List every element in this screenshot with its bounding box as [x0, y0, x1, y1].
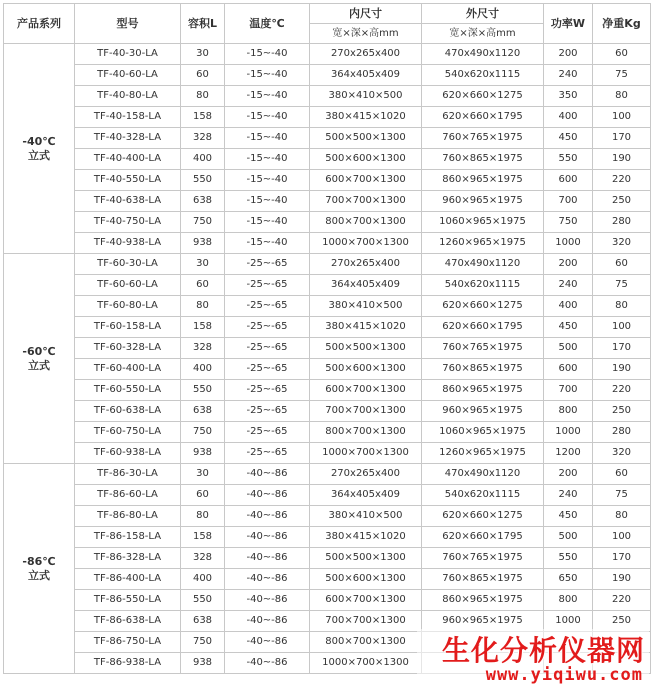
- power-cell: 200: [544, 464, 593, 485]
- volume-cell: 80: [181, 296, 225, 317]
- table-row: [4, 590, 651, 611]
- inner-size-cell: 500×600×1300: [310, 149, 422, 170]
- temperature-cell: -25~-65: [225, 422, 310, 443]
- power-cell: 400: [544, 296, 593, 317]
- volume-cell: 328: [181, 128, 225, 149]
- header-temperature: 温度℃: [225, 4, 310, 44]
- temperature-cell: -15~-40: [225, 86, 310, 107]
- temperature-cell: -25~-65: [225, 380, 310, 401]
- temperature-cell: -25~-65: [225, 317, 310, 338]
- temperature-cell: -15~-40: [225, 65, 310, 86]
- weight-cell: 60: [593, 254, 651, 275]
- model-cell: TF-40-638-LA: [75, 191, 181, 212]
- temperature-cell: -40~-86: [225, 653, 310, 674]
- model-cell: TF-86-30-LA: [75, 464, 181, 485]
- header-inner-size: 内尺寸: [310, 4, 422, 24]
- inner-size-cell: 600×700×1300: [310, 380, 422, 401]
- table-row: [4, 128, 651, 149]
- header-inner-dims: 宽×深×高mm: [310, 24, 422, 44]
- volume-cell: 750: [181, 422, 225, 443]
- volume-cell: 550: [181, 590, 225, 611]
- power-cell: 200: [544, 44, 593, 65]
- outer-size-cell: 540x620x1115: [422, 485, 544, 506]
- temperature-cell: -15~-40: [225, 44, 310, 65]
- outer-size-cell: 620×660×1795: [422, 107, 544, 128]
- temperature-cell: -40~-86: [225, 506, 310, 527]
- power-cell: 550: [544, 149, 593, 170]
- inner-size-cell: 364x405x409: [310, 65, 422, 86]
- series-type-label: 立式: [28, 148, 50, 162]
- volume-cell: 550: [181, 380, 225, 401]
- volume-cell: 30: [181, 254, 225, 275]
- outer-size-cell: 1260×965×1975: [422, 233, 544, 254]
- temperature-cell: -25~-65: [225, 275, 310, 296]
- volume-cell: 638: [181, 611, 225, 632]
- table-row: [4, 338, 651, 359]
- volume-cell: 80: [181, 86, 225, 107]
- power-cell: 700: [544, 380, 593, 401]
- volume-cell: 30: [181, 464, 225, 485]
- model-cell: TF-40-30-LA: [75, 44, 181, 65]
- power-cell: 600: [544, 359, 593, 380]
- power-cell: 240: [544, 275, 593, 296]
- series-temperature-label: -40℃: [22, 134, 56, 148]
- volume-cell: 938: [181, 653, 225, 674]
- inner-size-cell: 500×600×1300: [310, 359, 422, 380]
- table-row: [4, 44, 651, 65]
- volume-cell: 328: [181, 548, 225, 569]
- series-type-label: 立式: [28, 568, 50, 582]
- header-outer-dims: 宽×深×高mm: [422, 24, 544, 44]
- header-weight: 净重Kg: [593, 4, 651, 44]
- outer-size-cell: 860×965×1975: [422, 590, 544, 611]
- model-cell: TF-40-60-LA: [75, 65, 181, 86]
- table-row: [4, 443, 651, 464]
- inner-size-cell: 500×500×1300: [310, 338, 422, 359]
- outer-size-cell: 470x490x1120: [422, 464, 544, 485]
- weight-cell: 250: [593, 191, 651, 212]
- series-temperature-label: -86℃: [22, 554, 56, 568]
- table-row: [4, 233, 651, 254]
- weight-cell: 100: [593, 317, 651, 338]
- weight-cell: 170: [593, 338, 651, 359]
- weight-cell: 320: [593, 443, 651, 464]
- outer-size-cell: 760×865×1975: [422, 149, 544, 170]
- outer-size-cell: 860×965×1975: [422, 380, 544, 401]
- inner-size-cell: 500×500×1300: [310, 548, 422, 569]
- temperature-cell: -15~-40: [225, 170, 310, 191]
- volume-cell: 400: [181, 149, 225, 170]
- volume-cell: 328: [181, 338, 225, 359]
- model-cell: TF-60-328-LA: [75, 338, 181, 359]
- table-row: [4, 65, 651, 86]
- table-row: [4, 254, 651, 275]
- power-cell: 240: [544, 65, 593, 86]
- inner-size-cell: 800×700×1300: [310, 632, 422, 653]
- inner-size-cell: 1000×700×1300: [310, 443, 422, 464]
- table-row: [4, 422, 651, 443]
- model-cell: TF-86-938-LA: [75, 653, 181, 674]
- outer-size-cell: 540x620x1115: [422, 65, 544, 86]
- weight-cell: 170: [593, 128, 651, 149]
- model-cell: TF-60-158-LA: [75, 317, 181, 338]
- model-cell: TF-86-400-LA: [75, 569, 181, 590]
- weight-cell: 75: [593, 275, 651, 296]
- volume-cell: 750: [181, 212, 225, 233]
- weight-cell: 100: [593, 527, 651, 548]
- power-cell: 450: [544, 317, 593, 338]
- inner-size-cell: 380×415×1020: [310, 317, 422, 338]
- table-row: [4, 401, 651, 422]
- model-cell: TF-86-328-LA: [75, 548, 181, 569]
- volume-cell: 938: [181, 443, 225, 464]
- model-cell: TF-86-550-LA: [75, 590, 181, 611]
- weight-cell: 250: [593, 611, 651, 632]
- power-cell: 800: [544, 401, 593, 422]
- temperature-cell: -25~-65: [225, 338, 310, 359]
- power-cell: 1000: [544, 422, 593, 443]
- temperature-cell: -40~-86: [225, 527, 310, 548]
- outer-size-cell: 760×865×1975: [422, 359, 544, 380]
- weight-cell: 60: [593, 464, 651, 485]
- table-row: [4, 191, 651, 212]
- model-cell: TF-86-80-LA: [75, 506, 181, 527]
- inner-size-cell: 380×410×500: [310, 296, 422, 317]
- temperature-cell: -15~-40: [225, 191, 310, 212]
- weight-cell: 280: [593, 422, 651, 443]
- model-cell: TF-40-328-LA: [75, 128, 181, 149]
- temperature-cell: -40~-86: [225, 632, 310, 653]
- table-row: [4, 296, 651, 317]
- temperature-cell: -40~-86: [225, 590, 310, 611]
- table-row: [4, 506, 651, 527]
- temperature-cell: -15~-40: [225, 107, 310, 128]
- inner-size-cell: 1000×700×1300: [310, 653, 422, 674]
- power-cell: 350: [544, 86, 593, 107]
- model-cell: TF-40-80-LA: [75, 86, 181, 107]
- power-cell: 1200: [544, 443, 593, 464]
- temperature-cell: -25~-65: [225, 443, 310, 464]
- model-cell: TF-60-80-LA: [75, 296, 181, 317]
- model-cell: TF-40-750-LA: [75, 212, 181, 233]
- power-cell: 600: [544, 170, 593, 191]
- power-cell: 400: [544, 107, 593, 128]
- temperature-cell: -40~-86: [225, 611, 310, 632]
- inner-size-cell: 380×415×1020: [310, 107, 422, 128]
- inner-size-cell: 700×700×1300: [310, 611, 422, 632]
- volume-cell: 80: [181, 506, 225, 527]
- series-group-cell: [4, 464, 75, 674]
- series-type-label: 立式: [28, 358, 50, 372]
- inner-size-cell: 364x405x409: [310, 485, 422, 506]
- table-row: [4, 464, 651, 485]
- outer-size-cell: 760×865×1975: [422, 569, 544, 590]
- model-cell: TF-40-550-LA: [75, 170, 181, 191]
- model-cell: TF-40-158-LA: [75, 107, 181, 128]
- header-volume: 容积L: [181, 4, 225, 44]
- series-group-cell: [4, 254, 75, 464]
- outer-size-cell: 760×765×1975: [422, 548, 544, 569]
- table-row: [4, 212, 651, 233]
- power-cell: 800: [544, 590, 593, 611]
- weight-cell: 80: [593, 296, 651, 317]
- weight-cell: 220: [593, 170, 651, 191]
- table-row: [4, 275, 651, 296]
- inner-size-cell: 600×700×1300: [310, 170, 422, 191]
- model-cell: TF-40-938-LA: [75, 233, 181, 254]
- outer-size-cell: 960×965×1975: [422, 191, 544, 212]
- outer-size-cell: 620×660×1795: [422, 527, 544, 548]
- table-row: [4, 107, 651, 128]
- volume-cell: 60: [181, 65, 225, 86]
- outer-size-cell: 1060×965×1975: [422, 212, 544, 233]
- inner-size-cell: 270x265x400: [310, 464, 422, 485]
- volume-cell: 400: [181, 569, 225, 590]
- volume-cell: 60: [181, 275, 225, 296]
- model-cell: TF-60-60-LA: [75, 275, 181, 296]
- outer-size-cell: 620×660×1275: [422, 506, 544, 527]
- header-outer-size: 外尺寸: [422, 4, 544, 24]
- volume-cell: 158: [181, 527, 225, 548]
- temperature-cell: -15~-40: [225, 149, 310, 170]
- outer-size-cell: 1060×965×1975: [422, 422, 544, 443]
- power-cell: 450: [544, 506, 593, 527]
- outer-size-cell: 1260×965×1975: [422, 443, 544, 464]
- table-body: [4, 44, 651, 674]
- weight-cell: 100: [593, 107, 651, 128]
- outer-size-cell: 860×965×1975: [422, 170, 544, 191]
- outer-size-cell: 620×660×1275: [422, 296, 544, 317]
- spec-table: [3, 3, 651, 674]
- header-power: 功率W: [544, 4, 593, 44]
- power-cell: 650: [544, 569, 593, 590]
- temperature-cell: -15~-40: [225, 212, 310, 233]
- power-cell: 750: [544, 212, 593, 233]
- weight-cell: 75: [593, 65, 651, 86]
- table-row: [4, 359, 651, 380]
- power-cell: 500: [544, 527, 593, 548]
- weight-cell: 190: [593, 149, 651, 170]
- model-cell: TF-40-400-LA: [75, 149, 181, 170]
- outer-size-cell: 960×965×1975: [422, 611, 544, 632]
- watermark: [417, 629, 649, 687]
- series-group-cell: [4, 44, 75, 254]
- outer-size-cell: 470x490x1120: [422, 254, 544, 275]
- power-cell: 500: [544, 338, 593, 359]
- model-cell: TF-86-750-LA: [75, 632, 181, 653]
- volume-cell: 158: [181, 107, 225, 128]
- series-temperature-label: -60℃: [22, 344, 56, 358]
- watermark-brand: 生化分析仪器网: [441, 634, 645, 667]
- table-row: [4, 170, 651, 191]
- inner-size-cell: 380×415×1020: [310, 527, 422, 548]
- header-model: 型号: [75, 4, 181, 44]
- model-cell: TF-86-638-LA: [75, 611, 181, 632]
- inner-size-cell: 380×410×500: [310, 506, 422, 527]
- model-cell: TF-60-638-LA: [75, 401, 181, 422]
- weight-cell: 80: [593, 506, 651, 527]
- weight-cell: 220: [593, 380, 651, 401]
- weight-cell: 80: [593, 86, 651, 107]
- model-cell: TF-60-30-LA: [75, 254, 181, 275]
- temperature-cell: -15~-40: [225, 233, 310, 254]
- inner-size-cell: 1000×700×1300: [310, 233, 422, 254]
- weight-cell: 190: [593, 569, 651, 590]
- weight-cell: 170: [593, 548, 651, 569]
- power-cell: 550: [544, 548, 593, 569]
- outer-size-cell: 470x490x1120: [422, 44, 544, 65]
- weight-cell: 60: [593, 44, 651, 65]
- table-row: [4, 485, 651, 506]
- volume-cell: 638: [181, 401, 225, 422]
- outer-size-cell: 620×660×1795: [422, 317, 544, 338]
- weight-cell: 75: [593, 485, 651, 506]
- temperature-cell: -25~-65: [225, 401, 310, 422]
- power-cell: 240: [544, 485, 593, 506]
- inner-size-cell: 364x405x409: [310, 275, 422, 296]
- temperature-cell: -40~-86: [225, 485, 310, 506]
- volume-cell: 30: [181, 44, 225, 65]
- inner-size-cell: 380×410×500: [310, 86, 422, 107]
- inner-size-cell: 700×700×1300: [310, 191, 422, 212]
- inner-size-cell: 500×500×1300: [310, 128, 422, 149]
- volume-cell: 400: [181, 359, 225, 380]
- weight-cell: 250: [593, 401, 651, 422]
- power-cell: 700: [544, 191, 593, 212]
- inner-size-cell: 500×600×1300: [310, 569, 422, 590]
- volume-cell: 158: [181, 317, 225, 338]
- inner-size-cell: 600×700×1300: [310, 590, 422, 611]
- temperature-cell: -40~-86: [225, 548, 310, 569]
- outer-size-cell: 620×660×1275: [422, 86, 544, 107]
- volume-cell: 938: [181, 233, 225, 254]
- table-row: [4, 380, 651, 401]
- volume-cell: 550: [181, 170, 225, 191]
- outer-size-cell: 760×765×1975: [422, 128, 544, 149]
- weight-cell: 220: [593, 590, 651, 611]
- table-row: [4, 548, 651, 569]
- model-cell: TF-60-938-LA: [75, 443, 181, 464]
- model-cell: TF-60-750-LA: [75, 422, 181, 443]
- volume-cell: 638: [181, 191, 225, 212]
- outer-size-cell: 760×765×1975: [422, 338, 544, 359]
- power-cell: 1000: [544, 233, 593, 254]
- temperature-cell: -15~-40: [225, 128, 310, 149]
- header-series: 产品系列: [4, 4, 75, 44]
- watermark-url: www.yiqiwu.com: [485, 665, 643, 685]
- power-cell: 1000: [544, 611, 593, 632]
- power-cell: 450: [544, 128, 593, 149]
- inner-size-cell: 700×700×1300: [310, 401, 422, 422]
- table-row: [4, 149, 651, 170]
- model-cell: TF-60-400-LA: [75, 359, 181, 380]
- outer-size-cell: 960×965×1975: [422, 401, 544, 422]
- temperature-cell: -25~-65: [225, 254, 310, 275]
- temperature-cell: -25~-65: [225, 296, 310, 317]
- inner-size-cell: 270x265x400: [310, 44, 422, 65]
- inner-size-cell: 800×700×1300: [310, 212, 422, 233]
- outer-size-cell: 540x620x1115: [422, 275, 544, 296]
- model-cell: TF-60-550-LA: [75, 380, 181, 401]
- table-row: [4, 317, 651, 338]
- header-row: [4, 4, 651, 24]
- weight-cell: 190: [593, 359, 651, 380]
- model-cell: TF-86-158-LA: [75, 527, 181, 548]
- temperature-cell: -25~-65: [225, 359, 310, 380]
- inner-size-cell: 800×700×1300: [310, 422, 422, 443]
- power-cell: 200: [544, 254, 593, 275]
- weight-cell: 320: [593, 233, 651, 254]
- table-row: [4, 569, 651, 590]
- model-cell: TF-86-60-LA: [75, 485, 181, 506]
- temperature-cell: -40~-86: [225, 569, 310, 590]
- table-row: [4, 527, 651, 548]
- volume-cell: 750: [181, 632, 225, 653]
- temperature-cell: -40~-86: [225, 464, 310, 485]
- inner-size-cell: 270x265x400: [310, 254, 422, 275]
- table-row: [4, 86, 651, 107]
- volume-cell: 60: [181, 485, 225, 506]
- weight-cell: 280: [593, 212, 651, 233]
